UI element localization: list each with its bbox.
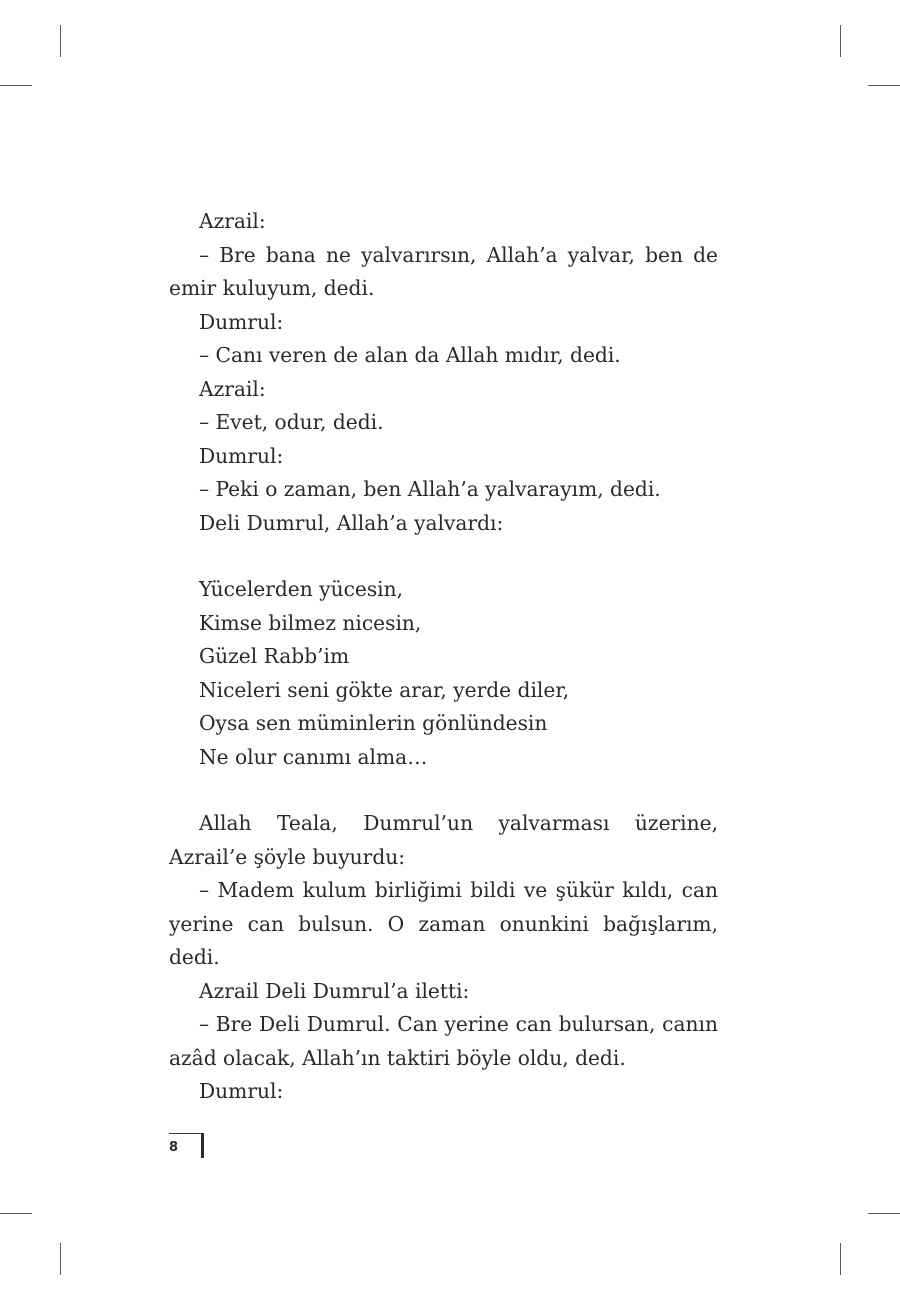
page-body xyxy=(169,205,718,1109)
paragraph: Dumrul: xyxy=(199,309,284,334)
paragraph: Azrail Deli Dumrul’a iletti: xyxy=(199,978,470,1003)
paragraph: Dumrul: xyxy=(199,1079,284,1103)
paragraph: Allah Teala, Dumrul’un yalvarması üzerine, Azrail’e şöyle buyurdu: xyxy=(169,811,718,869)
poem-line: Ne olur canımı alma… xyxy=(199,744,428,769)
page-number-rule xyxy=(169,1133,203,1134)
paragraph: Deli Dumrul, Allah’a yalvardı: xyxy=(199,510,504,535)
crop-mark-top-right xyxy=(840,25,841,57)
poem-line: Niceleri seni gökte arar, yerde diler, xyxy=(199,677,570,702)
poem-line: Kimse bilmez nicesin, xyxy=(199,610,422,635)
paragraph: Dumrul: xyxy=(199,443,284,468)
paragraph: – Bre Deli Dumrul. Can yerine can bulursan, canın azâd olacak, Allah’ın taktiri böyle oldu, dedi. xyxy=(169,1012,718,1070)
paragraph: – Bre bana ne yalvarırsın, Allah’a yalvar, ben de emir kuluyum, dedi. xyxy=(169,242,718,300)
paragraph: Azrail: xyxy=(199,376,266,401)
paragraph: Azrail: xyxy=(199,209,266,233)
paragraph: – Peki o zaman, ben Allah’a yalvarayım, dedi. xyxy=(199,477,661,501)
crop-mark-top-left xyxy=(60,25,61,57)
poem-line: Güzel Rabb’im xyxy=(199,644,350,668)
crop-mark-right-bottom xyxy=(868,1213,900,1214)
crop-mark-left-top xyxy=(0,85,32,86)
crop-mark-bottom-left xyxy=(60,1243,61,1275)
paragraph: – Canı veren de alan da Allah mıdır, dedi. xyxy=(199,343,621,367)
paragraph: – Evet, odur, dedi. xyxy=(199,410,384,434)
page-number: 8 xyxy=(169,1140,179,1155)
poem-line: Yücelerden yücesin, xyxy=(199,577,404,601)
page-number-bar xyxy=(201,1133,204,1158)
crop-mark-right-top xyxy=(868,85,900,86)
crop-mark-left-bottom xyxy=(0,1213,32,1214)
poem-line: Oysa sen müminlerin gönlündesin xyxy=(199,711,548,735)
poem xyxy=(169,573,718,774)
paragraph: – Madem kulum birliğimi bildi ve şükür kıldı, can yerine can bulsun. O zaman onunkini bağışlarım, dedi. xyxy=(169,878,718,969)
crop-mark-bottom-right xyxy=(840,1243,841,1275)
